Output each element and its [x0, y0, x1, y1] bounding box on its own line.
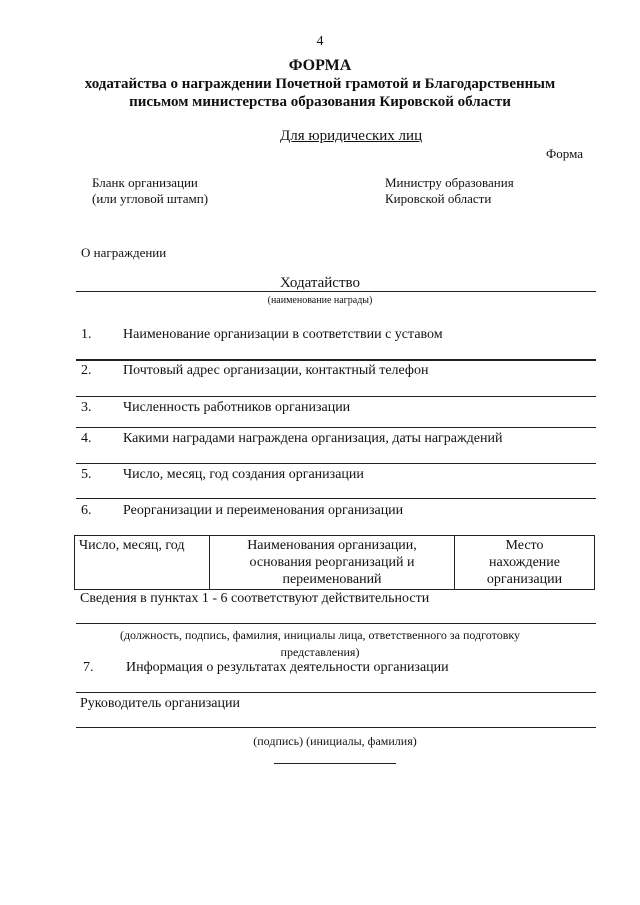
item-answer-line — [76, 396, 596, 397]
responsible-person-line — [76, 623, 596, 624]
recipient-line1: Министру образования — [385, 175, 514, 190]
award-caption: (наименование награды) — [267, 295, 373, 306]
table-header-date-label: Число, месяц, год — [79, 538, 185, 553]
responsible-caption-line1: (должность, подпись, фамилия, инициалы лица, ответственного за подготовку — [119, 628, 521, 642]
table-header-location-line1: Место — [505, 538, 544, 553]
petition-title: Ходатайство — [280, 275, 360, 291]
responsible-caption-line2: представления) — [280, 645, 360, 659]
table-row — [75, 536, 595, 590]
item-label: Какими наградами награждена организация, даты награждений — [123, 431, 503, 446]
item-label: Наименование организации в соответствии с уставом — [123, 327, 443, 342]
table-header-names-line2: основания реорганизаций и — [249, 555, 415, 570]
sender-line2: (или угловой штамп) — [92, 191, 209, 206]
table-header-location-line2: нахождение — [488, 555, 561, 570]
form-subtitle-line2: письмом министерства образования Кировской области — [129, 94, 511, 110]
item-number: 6. — [81, 503, 92, 518]
form-label: Форма — [546, 146, 583, 161]
table-header-location-line3: организации — [486, 572, 563, 587]
item-answer-line — [76, 463, 596, 464]
item-label: Число, месяц, год создания организации — [123, 467, 364, 482]
item-number: 4. — [81, 431, 92, 446]
recipient-line2: Кировской области — [385, 191, 492, 206]
signature-line — [76, 727, 596, 728]
item-label: Почтовый адрес организации, контактный телефон — [123, 363, 429, 378]
item-number: 2. — [81, 363, 92, 378]
head-label: Руководитель организации — [80, 696, 240, 711]
award-name-line — [76, 291, 596, 292]
subject-line: О награждении — [81, 245, 167, 260]
item-label: Численность работников организации — [123, 400, 351, 415]
item-number: 1. — [81, 327, 92, 342]
item-answer-line — [76, 359, 596, 361]
closing-rule — [274, 763, 396, 764]
page-number: 4 — [316, 34, 324, 49]
form-title: ФОРМА — [288, 57, 352, 74]
table-header-names-line1: Наименования организации, — [247, 538, 417, 553]
confirmation-text: Сведения в пунктах 1 - 6 соответствуют действительности — [80, 591, 430, 606]
item-label: Реорганизации и переименования организации — [123, 503, 404, 518]
item-answer-line — [76, 692, 596, 693]
item-answer-line — [76, 427, 596, 428]
reorganization-table — [74, 535, 595, 590]
form-subtitle-line1: ходатайства о награждении Почетной грамотой и Благодарственным — [84, 76, 556, 92]
signature-caption: (подпись) (инициалы, фамилия) — [253, 734, 417, 748]
table-header-names — [210, 536, 455, 590]
sender-line1: Бланк организации — [92, 175, 198, 190]
table-header-names-line3: переименований — [282, 572, 382, 587]
item-answer-line — [76, 498, 596, 499]
table-header-date — [75, 536, 210, 590]
table-header-location — [455, 536, 595, 590]
item-label: Информация о результатах деятельности организации — [126, 660, 449, 675]
item-number: 7. — [83, 660, 94, 675]
section-label: Для юридических лиц — [280, 128, 423, 144]
item-number: 3. — [81, 400, 92, 415]
item-number: 5. — [81, 467, 92, 482]
